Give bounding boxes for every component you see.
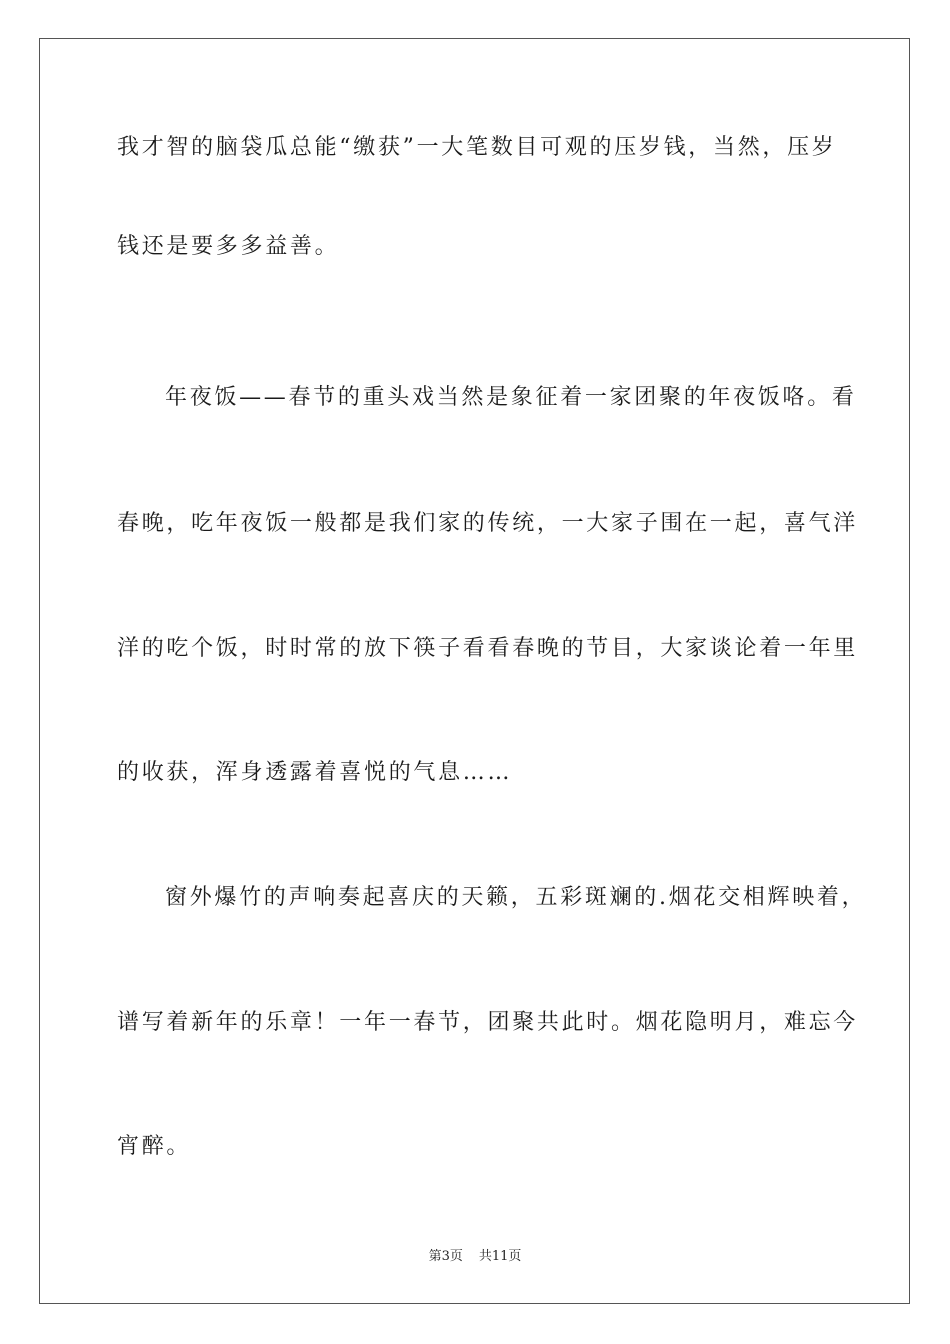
body-text-line-9: 宵醉。	[117, 1134, 192, 1159]
page-number: 第3页	[428, 1249, 463, 1264]
body-text-line-2: 钱还是要多多益善。	[117, 234, 340, 259]
body-text-line-3: 年夜饭——春节的重头戏当然是象征着一家团聚的年夜饭咯。看	[165, 385, 857, 410]
body-text-line-6: 的收获，浑身透露着喜悦的气息……	[117, 760, 513, 785]
body-text-line-1: 我才智的脑袋瓜总能“缴获”一大笔数目可观的压岁钱，当然，压岁	[117, 135, 837, 160]
page-frame	[39, 38, 910, 1304]
page-footer	[0, 1249, 950, 1265]
body-text-line-7: 窗外爆竹的声响奏起喜庆的天籁，五彩斑斓的.烟花交相辉映着，	[165, 885, 867, 910]
page-total: 共11页	[478, 1249, 522, 1264]
body-text-line-8: 谱写着新年的乐章！一年一春节，团聚共此时。烟花隐明月，难忘今	[117, 1010, 859, 1035]
body-text-line-4: 春晚，吃年夜饭一般都是我们家的传统，一大家子围在一起，喜气洋	[117, 511, 859, 536]
body-text-line-5: 洋的吃个饭，时时常的放下筷子看看春晚的节目，大家谈论着一年里	[117, 636, 859, 661]
